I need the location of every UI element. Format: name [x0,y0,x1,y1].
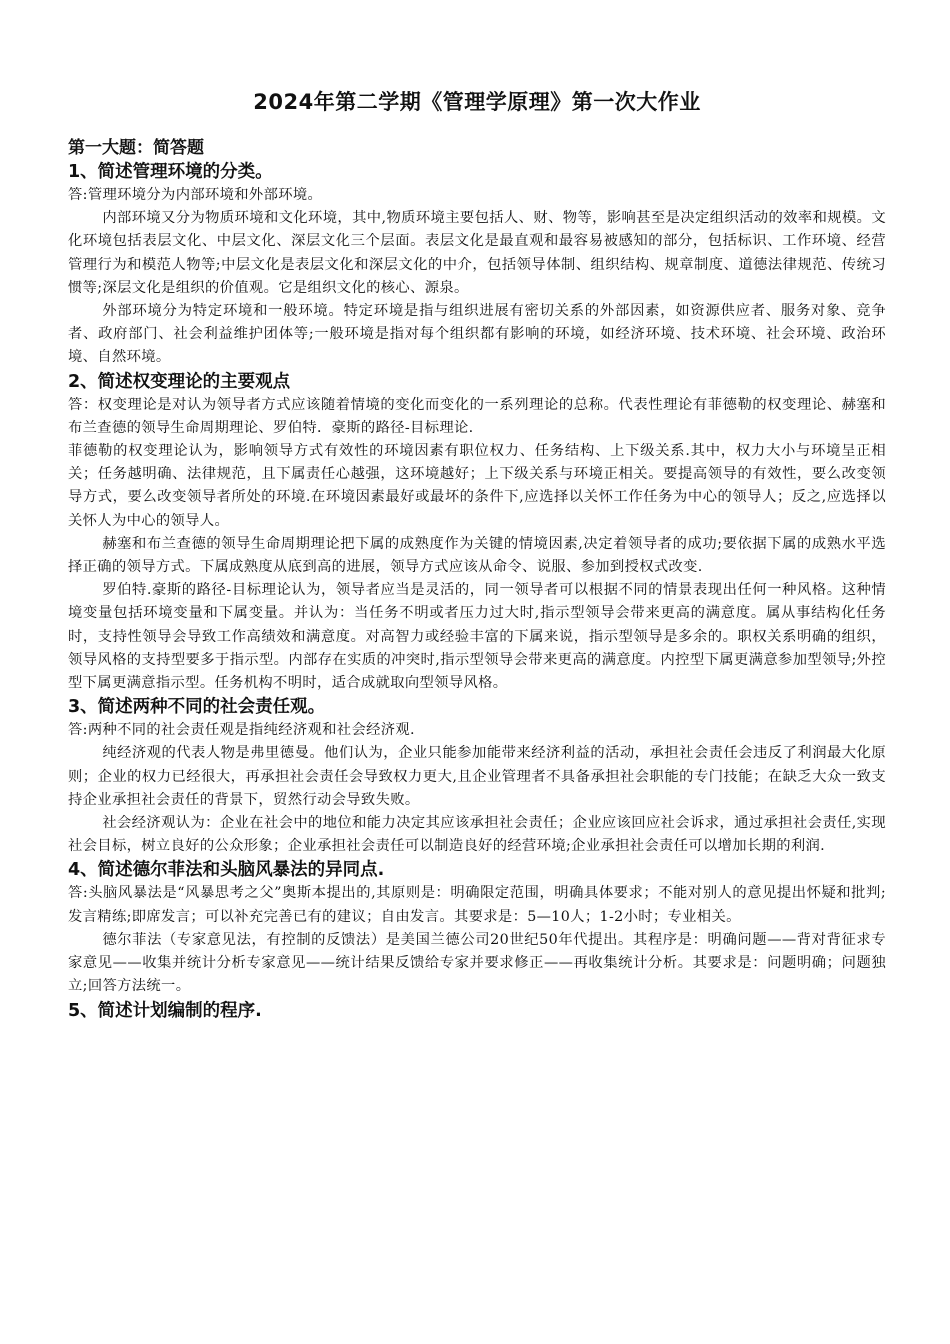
answer-paragraph: 社会经济观认为：企业在社会中的地位和能力决定其应该承担社会责任；企业应该回应社会诉求，通过承担社会责任,实现社会目标，树立良好的公众形象；企业承担社会责任可以制造良好的经营环境;企业承担社会责任可以增加长期的利润. [68,815,886,855]
answer-paragraph: 答:头脑风暴法是“风暴思考之父”奥斯本提出的,其原则是：明确限定范围，明确具体要求；不能对别人的意见提出怀疑和批判;发言精练;即席发言；可以补充完善已有的建议；自由发言。其要求是：5—10人；1-2小时；专业相关。 [68,885,886,925]
section-heading: 第一大题：简答题 [68,138,204,158]
document-page [68,86,886,1023]
answer-paragraph: 菲德勒的权变理论认为，影响领导方式有效性的环境因素有职位权力、任务结构、上下级关系.其中，权力大小与环境呈正相关；任务越明确、法律规范，且下属责任心越强，这环境越好；上下级关系与环境正相关。要提高领导的有效性，要么改变领导方式，要么改变领导者所处的环境.在环境因素最好或最坏的条件下,应选择以关怀工作任务为中心的领导人；反之,应选择以关怀人为中心的领导人。 [68,443,886,529]
page-title: 2024年第二学期《管理学原理》第一次大作业 [253,90,701,114]
answer-paragraph: 纯经济观的代表人物是弗里德曼。他们认为，企业只能参加能带来经济利益的活动，承担社会责任会违反了利润最大化原则；企业的权力已经很大，再承担社会责任会导致权力更大,且企业管理者不具备承担社会职能的专门技能；在缺乏大众一致支持企业承担社会责任的背景下，贸然行动会导致失败。 [68,745,886,808]
question-3-heading: 3、简述两种不同的社会责任观。 [68,697,326,718]
question-2-heading: 2、简述权变理论的主要观点 [68,371,291,392]
answer-paragraph: 答：权变理论是对认为领导者方式应该随着情境的变化而变化的一系列理论的总称。代表性理论有菲德勒的权变理论、赫塞和布兰查德的领导生命周期理论、罗伯特．豪斯的路径-目标理论. [68,396,886,436]
answer-paragraph: 赫塞和布兰查德的领导生命周期理论把下属的成熟度作为关键的情境因素,决定着领导者的成功;要依据下属的成熟水平选择正确的领导方式。下属成熟度从底到高的进展，领导方式应该从命令、说服、参加到授权式改变. [68,535,886,576]
answer-paragraph: 德尔菲法（专家意见法，有控制的反馈法）是美国兰德公司20世纪50年代提出。其程序是：明确问题——背对背征求专家意见——收集并统计分析专家意见——统计结果反馈给专家并要求修正——再收集统计分析。其要求是：问题明确；问题独立;回答方法统一。 [68,931,886,995]
question-4-heading: 4、简述德尔菲法和头脑风暴法的异同点. [68,860,385,881]
answer-paragraph: 答:两种不同的社会责任观是指纯经济观和社会经济观. [68,722,415,739]
answer-paragraph: 罗伯特.豪斯的路径-目标理论认为，领导者应当是灵活的，同一领导者可以根据不同的情景表现出任何一种风格。这种情境变量包括环境变量和下属变量。并认为：当任务不明或者压力过大时,指示型领导会带来更高的满意度。属从事结构化任务时，支持性领导会导致工作高绩效和满意度。对高智力或经验丰富的下属来说，指示型领导是多余的。职权关系明确的组织，领导风格的支持型要多于指示型。内部存在实质的冲突时,指示型领导会带来更高的满意度。内控型下属更满意参加型领导;外控型下属更满意指示型。任务机构不明时，适合成就取向型领导风格。 [68,582,886,692]
answer-paragraph: 答:管理环境分为内部环境和外部环境。 [68,187,323,203]
answer-paragraph: 外部环境分为特定环境和一般环境。特定环境是指与组织进展有密切关系的外部因素，如资源供应者、服务对象、竞争者、政府部门、社会利益维护团体等;一般环境是指对每个组织都有影响的环境，如经济环境、技术环境、社会环境、政治环境、自然环境。 [68,303,886,366]
question-5-heading: 5、简述计划编制的程序. [68,1000,262,1021]
answer-paragraph: 内部环境又分为物质环境和文化环境，其中,物质环境主要包括人、财、物等，影响甚至是决定组织活动的效率和规模。文化环境包括表层文化、中层文化、深层文化三个层面。表层文化是最直观和最容易被感知的部分，包括标识、工作环境、经营管理行为和模范人物等;中层文化是表层文化和深层文化的中介，包括领导体制、组织结构、规章制度、道德法律规范、传统习惯等;深层文化是组织的价值观。它是组织文化的核心、源泉。 [68,210,886,296]
question-1-heading: 1、简述管理环境的分类。 [68,162,273,182]
